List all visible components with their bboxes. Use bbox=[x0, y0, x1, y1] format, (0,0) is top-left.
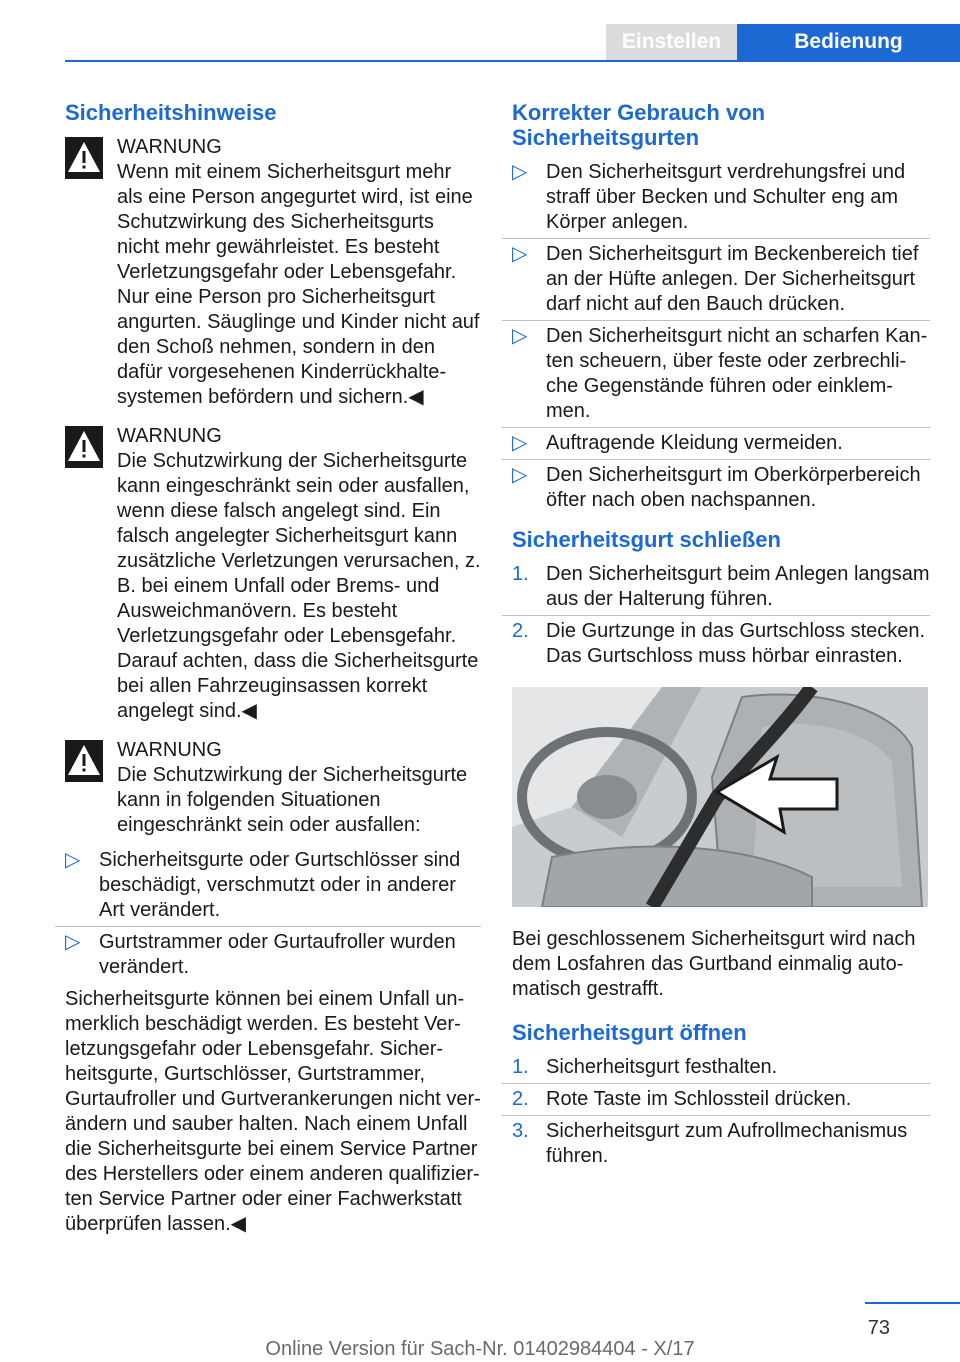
warning-label: WARNUNG bbox=[117, 739, 222, 761]
open-steps-list bbox=[512, 1055, 930, 1169]
section-heading-sicherheitshinweise: Sicherheitshinweise bbox=[65, 100, 277, 125]
list-item: ▷ Gurtstrammer oder Gurtaufroller wurden verändert. bbox=[65, 931, 456, 978]
warning-triangle-icon bbox=[65, 137, 103, 179]
triangle-bullet-icon: ▷ bbox=[512, 432, 528, 454]
list-item: ▷ Den Sicherheitsgurt im Oberkörperbereich öfter nach oben nachspannen. bbox=[512, 464, 921, 511]
warning-text: Wenn mit einem Sicherheitsgurt mehr als eine Person angegurtet wird, ist eine Schutzwirkung des Sicherheitsgurts nicht mehr gewährleistet. Es besteht Verletzungsgefahr oder Lebensgefahr. Nur eine Person pro Sicherheitsgurt angurten. Säuglinge und Kinder nicht auf den Schoß nehmen, sondern in den dafür vorgesehenen Kinderrückhaltesystemen befördern und sichern.◀ bbox=[117, 161, 480, 408]
warning-text: Die Schutzwirkung der Sicherheitsgurte kann eingeschränkt sein oder ausfallen, wenn diese falsch angelegt sind. Ein falsch angelegter Sicherheitsgurt kann zusätzliche Verletzungen verursachen, z. B. bei einem Unfall oder Brems- und Ausweichmanövern. Es besteht Verletzungsgefahr oder Lebensgefahr. Darauf achten, dass die Sicherheitsgurte bei allen Fahrzeuginsassen korrekt angelegt sind.◀ bbox=[117, 450, 481, 722]
tab-einstellen[interactable]: Einstellen bbox=[606, 24, 737, 60]
seatbelt-illustration bbox=[512, 687, 928, 907]
online-version-text: Online Version für Sach-Nr. 01402984404 - X/17 bbox=[265, 1338, 695, 1360]
list-item: ▷ Den Sicherheitsgurt nicht an scharfen Kanten scheuern, über feste oder zerbrechliche Gegenstände führen oder einklemmen. bbox=[512, 324, 930, 424]
warning-block-1 bbox=[65, 135, 481, 410]
warning-triangle-icon bbox=[65, 426, 103, 468]
section-heading-gurt-oeffnen: Sicherheitsgurt öffnen bbox=[512, 1020, 747, 1045]
tensioning-note: Bei geschlossenem Sicherheitsgurt wird nach dem Losfahren das Gurtband einmalig automatisch gestrafft. bbox=[512, 928, 916, 1000]
usage-bullet-list bbox=[512, 160, 930, 513]
triangle-bullet-icon: ▷ bbox=[65, 931, 81, 953]
warning-triangle-icon bbox=[65, 740, 103, 782]
step-number: 2. bbox=[512, 1088, 529, 1110]
close-steps-list bbox=[512, 562, 930, 669]
tab-bedienung[interactable]: Bedienung bbox=[737, 24, 960, 60]
warning-text: Die Schutzwirkung der Sicherheitsgurte kann in folgenden Situationen eingeschränkt sein oder ausfallen: bbox=[117, 764, 468, 836]
right-column bbox=[512, 100, 930, 1176]
list-item: 3. Sicherheitsgurt zum Aufrollmechanismus führen. bbox=[512, 1120, 908, 1167]
section-heading-korrekter-gebrauch: Korrekter Gebrauch von Sicherheitsgurten bbox=[512, 100, 766, 150]
warning-label: WARNUNG bbox=[117, 425, 222, 447]
list-item: 1. Den Sicherheitsgurt beim Anlegen langsam aus der Halterung führen. bbox=[512, 563, 930, 610]
triangle-bullet-icon: ▷ bbox=[512, 161, 528, 183]
section-heading-gurt-schliessen: Sicherheitsgurt schließen bbox=[512, 527, 781, 552]
list-item: ▷ Den Sicherheitsgurt verdrehungsfrei und straff über Becken und Schulter eng am Körper anlegen. bbox=[512, 160, 930, 235]
page-number: 73 bbox=[867, 1317, 890, 1339]
step-number: 1. bbox=[512, 563, 529, 585]
seatbelt-drawing bbox=[512, 687, 928, 907]
list-item: ▷ Den Sicherheitsgurt im Beckenbereich tief an der Hüfte anlegen. Der Sicherheitsgurt darf nicht auf den Bauch drücken. bbox=[512, 242, 930, 317]
warning-bullet-list bbox=[65, 848, 481, 980]
warning-block-2 bbox=[65, 424, 481, 724]
step-number: 1. bbox=[512, 1056, 529, 1078]
list-item: ▷ Sicherheitsgurte oder Gurtschlösser sind beschädigt, verschmutzt oder in anderer Art verändert. bbox=[65, 848, 481, 923]
header-rule bbox=[65, 60, 960, 62]
warning-block-3 bbox=[65, 738, 481, 1237]
warning-label: WARNUNG bbox=[117, 136, 222, 158]
list-item: 2. Die Gurtzunge in das Gurtschloss stecken. Das Gurtschloss muss hörbar einrasten. bbox=[512, 620, 926, 667]
footer-rule bbox=[865, 1302, 960, 1304]
list-item: ▷ Auftragende Kleidung vermeiden. bbox=[512, 431, 930, 456]
triangle-bullet-icon: ▷ bbox=[512, 243, 528, 265]
list-item: 2. Rote Taste im Schlossteil drücken. bbox=[512, 1087, 930, 1112]
step-number: 3. bbox=[512, 1120, 529, 1142]
triangle-bullet-icon: ▷ bbox=[512, 325, 528, 347]
warning-followup-text: Sicherheitsgurte können bei einem Unfall unmerklich beschädigt werden. Es besteht Verletzungsgefahr oder Lebensgefahr. Sicherheitsgurte, Gurtschlösser, Gurtstrammer, Gurtaufroller und Gurtverankerungen nicht verändern und sauber halten. Nach einem Unfall die Sicherheitsgurte bei einem Service Partner des Herstellers oder einem anderen qualifizierten Service Partner oder einer Fachwerkstatt überprüfen lassen.◀ bbox=[65, 988, 481, 1235]
list-item: 1. Sicherheitsgurt festhalten. bbox=[512, 1055, 930, 1080]
triangle-bullet-icon: ▷ bbox=[512, 464, 528, 486]
step-number: 2. bbox=[512, 620, 529, 642]
triangle-bullet-icon: ▷ bbox=[65, 849, 81, 871]
left-column bbox=[65, 100, 481, 1251]
